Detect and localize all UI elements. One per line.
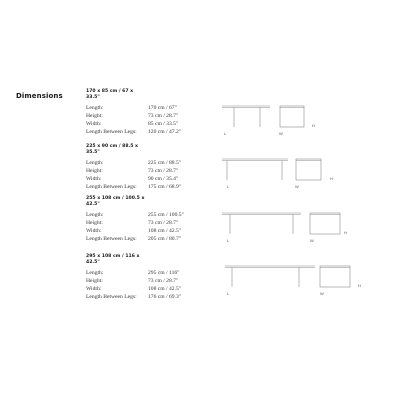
spec-label: Height: — [86, 219, 103, 226]
spec-label: Height: — [86, 112, 103, 119]
table-drawing-295 — [222, 264, 372, 298]
length-label: L — [227, 291, 230, 296]
table-drawing-225 — [222, 157, 372, 191]
end-view — [320, 266, 350, 287]
spec-label: Length: — [86, 104, 104, 111]
spec-value: 108 cm / 42.5" — [148, 286, 182, 292]
width-label: W — [295, 184, 299, 189]
spec-value: 176 cm / 69.3" — [148, 294, 182, 301]
spec-label: Length: — [86, 159, 104, 166]
spec-value: 108 cm / 42.5" — [148, 228, 182, 234]
spec-label: Length Between Legs: — [86, 236, 137, 243]
end-frame — [320, 266, 350, 287]
end-frame — [296, 159, 321, 180]
table-drawing-170 — [222, 104, 372, 138]
side-view — [222, 106, 270, 127]
spec-label: Width: — [86, 176, 102, 182]
width-label: W — [279, 131, 283, 136]
end-view — [310, 213, 340, 234]
spec-label: Width: — [86, 228, 102, 234]
height-label: H — [312, 123, 315, 128]
side-view — [225, 266, 315, 287]
spec-value: 205 cm / 80.7" — [148, 236, 182, 243]
spec-label: Height: — [86, 167, 103, 174]
end-frame — [310, 213, 340, 234]
length-label: L — [227, 184, 230, 189]
spec-label: Length Between Legs: — [86, 129, 137, 136]
width-label: W — [310, 238, 314, 243]
end-frame — [280, 106, 304, 127]
spec-value: 170 cm / 67" — [148, 104, 177, 111]
spec-value: 85 cm / 33.5" — [148, 121, 179, 127]
width-label: W — [320, 291, 324, 296]
length-label: L — [227, 238, 230, 243]
spec-label: Width: — [86, 121, 102, 127]
table-drawing-255 — [222, 211, 372, 245]
spec-value: 73 cm / 28.7" — [148, 167, 179, 174]
spec-value: 225 cm / 88.5" — [148, 159, 182, 166]
height-label: H — [344, 230, 347, 235]
spec-label: Length: — [86, 211, 104, 218]
spec-value: 120 cm / 47.2" — [148, 129, 182, 136]
spec-label: Height: — [86, 277, 103, 284]
size-heading: 225 x 90 cm / 88.5 x 35.5" — [86, 144, 139, 156]
size-heading: 295 x 108 cm / 116 x 42.5" — [86, 254, 140, 266]
spec-value: 73 cm / 28.7" — [148, 277, 179, 284]
spec-value: 175 cm / 68.9" — [148, 184, 182, 191]
spec-label: Length Between Legs: — [86, 184, 137, 191]
spec-label: Length Between Legs: — [86, 294, 137, 301]
size-heading: 255 x 108 cm / 100.5 x 42.5" — [86, 196, 145, 208]
height-label: H — [358, 283, 361, 288]
spec-value: 73 cm / 28.7" — [148, 112, 179, 119]
spec-value: 255 cm / 100.5" — [148, 211, 184, 218]
height-label: H — [330, 176, 333, 181]
length-label: L — [224, 131, 227, 136]
spec-value: 295 cm / 116" — [148, 269, 180, 276]
spec-value: 90 cm / 35.4" — [148, 176, 179, 182]
side-view — [222, 159, 288, 180]
size-heading: 170 x 85 cm / 67 x 33.5" — [86, 89, 134, 101]
spec-label: Length: — [86, 269, 104, 276]
end-view — [296, 159, 321, 180]
page-title: Dimensions — [16, 92, 63, 100]
end-view — [280, 106, 304, 127]
spec-label: Width: — [86, 286, 102, 292]
spec-value: 73 cm / 28.7" — [148, 219, 179, 226]
side-view — [222, 213, 301, 234]
